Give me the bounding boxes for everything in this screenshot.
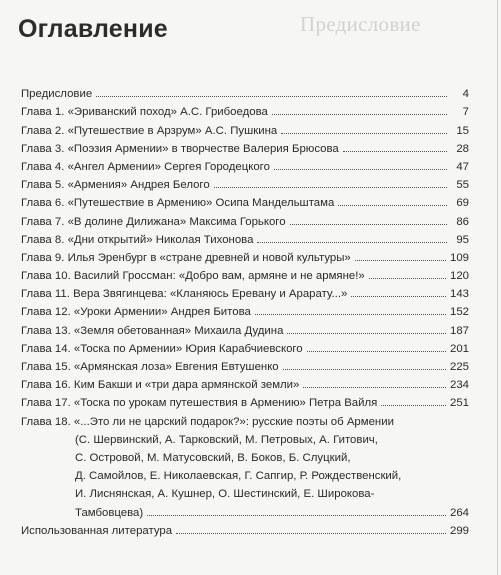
toc-entry[interactable] (21, 282, 469, 300)
toc-entry-continuation: (С. Шервинский, А. Тарковский, М. Петровых, А. Гитович, (75, 433, 378, 446)
toc-page-number: 15 (456, 124, 469, 137)
toc-entry-label: Глава 17. «Тоска по урокам путешествия в Армению» Петра Вайля (21, 397, 378, 410)
toc-entry-continuation: И. Лиснянская, А. Кушнер, О. Шестинский, Е. Широкова- (75, 488, 375, 501)
dot-leader (283, 368, 446, 370)
table-of-contents (21, 82, 469, 537)
toc-entry-chapter-18[interactable] (21, 409, 469, 518)
dot-leader (338, 204, 447, 206)
toc-page-number: 86 (456, 215, 469, 228)
toc-page-number: 251 (449, 397, 469, 410)
dot-leader (255, 313, 446, 315)
toc-page-number: 47 (456, 160, 469, 173)
toc-entry-label: Глава 7. «В долине Дилижана» Максима Горького (21, 215, 286, 228)
toc-page-number: 187 (449, 324, 469, 337)
toc-entry[interactable] (21, 100, 469, 118)
toc-entry[interactable] (21, 246, 469, 264)
toc-entry-label: Глава 1. «Эриванский поход» А.С. Грибоедова (21, 106, 268, 119)
dot-leader (147, 514, 446, 516)
dot-leader (343, 150, 447, 152)
dot-leader (272, 113, 447, 115)
toc-page-number: 55 (456, 179, 469, 192)
toc-entry-label: Глава 16. Ким Бакши и «три дара армянской земли» (21, 379, 300, 392)
dot-leader (381, 404, 446, 406)
toc-page-number: 95 (456, 233, 469, 246)
toc-entry[interactable] (21, 318, 469, 336)
page-edge (497, 0, 498, 575)
dot-leader (351, 295, 446, 297)
toc-entry[interactable] (21, 137, 469, 155)
dot-leader (290, 223, 447, 225)
toc-entry-label: Глава 18. «...Это ли не царский подарок?»: русские поэты об Армении (21, 415, 394, 428)
toc-page-number: 225 (449, 361, 469, 373)
toc-entry-references[interactable] (21, 519, 469, 537)
dot-leader (176, 532, 446, 534)
toc-page-number: 299 (449, 524, 469, 537)
dot-leader (274, 168, 447, 170)
toc-entry-label: Глава 11. Вера Звягинцева: «Кланяюсь Еревану и Арарату...» (21, 288, 348, 301)
toc-entry[interactable] (21, 264, 469, 282)
toc-entry-label: Глава 3. «Поэзия Армении» в творчестве Валерия Брюсова (21, 142, 339, 155)
toc-entry[interactable] (21, 391, 469, 409)
toc-entry-continuation: С. Островой, М. Матусовский, В. Боков, Б. Слуцкий, (75, 451, 351, 464)
toc-page-number: 109 (449, 251, 469, 264)
toc-entry-label: Использованная литература (21, 524, 173, 537)
toc-entry[interactable] (21, 337, 469, 355)
toc-entry-label: Глава 9. Илья Эренбург в «стране древней и новой культуры» (21, 251, 351, 264)
page-title: Оглавление (18, 15, 168, 43)
toc-entry-label: Глава 8. «Дни открытий» Николая Тихонова (21, 233, 254, 246)
toc-entry-label: Глава 4. «Ангел Армении» Сергея Городецкого (21, 160, 270, 173)
toc-page-number: 120 (449, 270, 469, 283)
dot-leader (281, 132, 447, 134)
toc-page-number: 28 (456, 142, 469, 155)
dot-leader (257, 241, 447, 243)
bleed-through-text: Предисловие (300, 12, 421, 36)
toc-entry[interactable] (21, 209, 469, 227)
toc-page-number: 69 (456, 197, 469, 210)
toc-entry-label: Предисловие (21, 88, 93, 101)
toc-entry-continuation: Тамбовцева) (75, 506, 144, 519)
toc-entry-label: Глава 12. «Уроки Армении» Андрея Битова (21, 306, 251, 319)
dot-leader (307, 350, 446, 352)
toc-page-number: 234 (449, 379, 469, 392)
toc-entry[interactable] (21, 155, 469, 173)
toc-entry[interactable] (21, 228, 469, 246)
toc-page-number: 7 (462, 106, 469, 119)
dot-leader (303, 386, 446, 388)
dot-leader (355, 259, 446, 261)
toc-entry[interactable] (21, 82, 469, 100)
toc-entry-label: Глава 15. «Армянская лоза» Евгения Евтушенко (21, 361, 279, 373)
toc-entry-continuation: Д. Самойлов, Е. Николаевская, Г. Сапгир, Р. Рождественский, (75, 470, 402, 483)
toc-entry[interactable] (21, 355, 469, 373)
toc-entry[interactable] (21, 191, 469, 209)
toc-entry-label: Глава 5. «Армения» Андрея Белого (21, 179, 210, 192)
toc-entry-label: Глава 10. Василий Гроссман: «Добро вам, армяне и не армяне!» (21, 270, 365, 283)
toc-page-number: 201 (449, 342, 469, 355)
toc-page-number: 143 (449, 288, 469, 301)
dot-leader (214, 186, 447, 188)
toc-entry[interactable] (21, 118, 469, 136)
toc-entry-label: Глава 13. «Земля обетованная» Михаила Дудина (21, 324, 284, 337)
toc-entry[interactable] (21, 373, 469, 391)
toc-entries (21, 82, 469, 409)
toc-page-number: 4 (462, 88, 469, 101)
toc-page-number: 152 (449, 306, 469, 319)
toc-entry-label: Глава 14. «Тоска по Армении» Юрия Карабчиевского (21, 342, 303, 355)
toc-entry-label: Глава 6. «Путешествие в Армению» Осипа Мандельштама (21, 197, 335, 210)
dot-leader (287, 332, 446, 334)
toc-entry[interactable] (21, 173, 469, 191)
toc-entry-label: Глава 2. «Путешествие в Арзрум» А.С. Пушкина (21, 124, 278, 137)
dot-leader (96, 95, 447, 97)
toc-entry[interactable] (21, 300, 469, 318)
toc-page-number: 264 (449, 506, 469, 519)
dot-leader (369, 277, 446, 279)
